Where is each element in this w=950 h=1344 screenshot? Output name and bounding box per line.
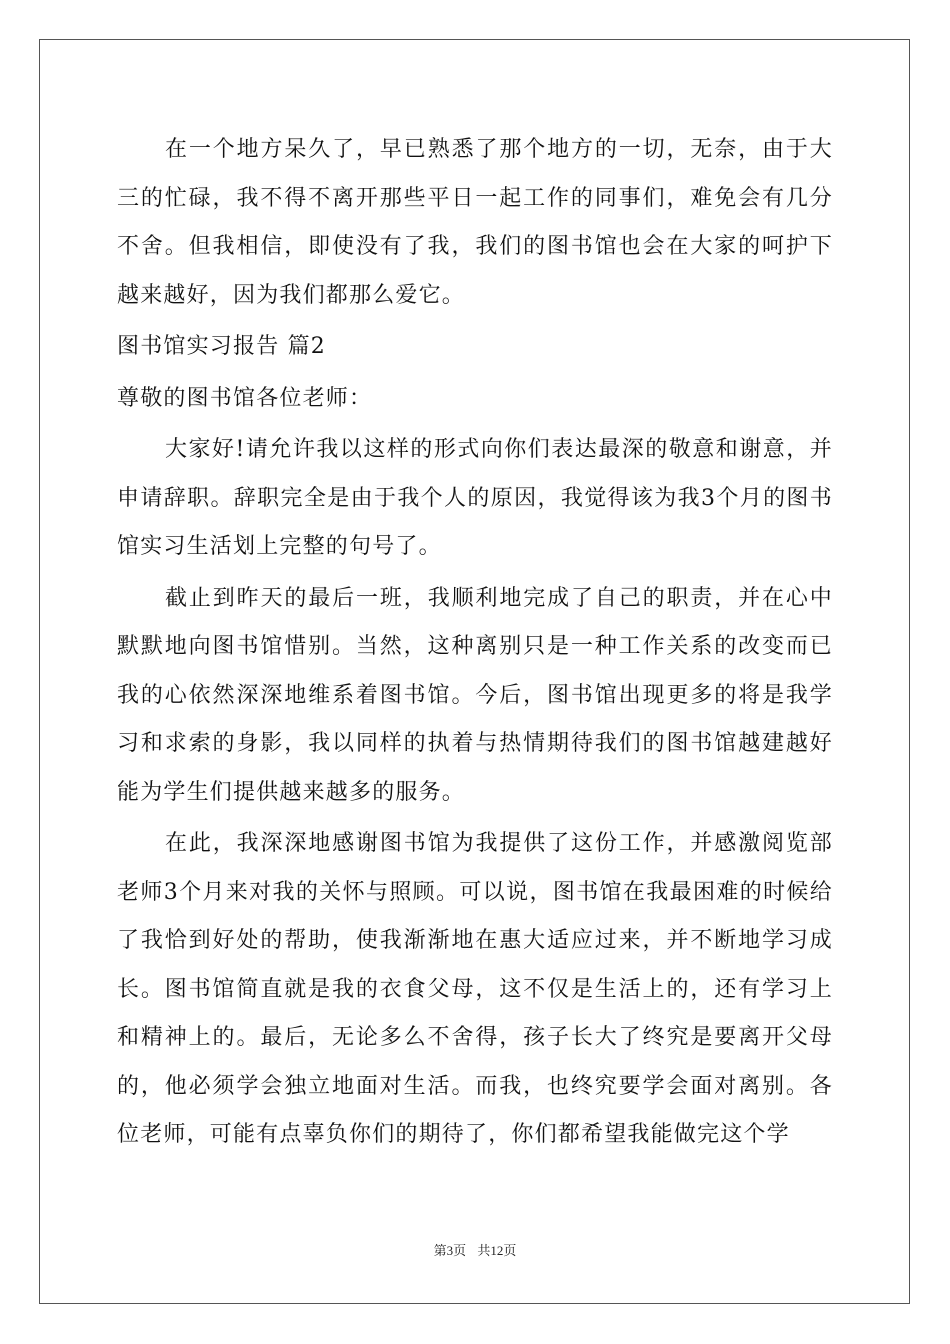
page-number: 第3页 bbox=[433, 1243, 467, 1258]
section-heading: 图书馆实习报告 篇2 bbox=[117, 334, 326, 359]
salutation: 尊敬的图书馆各位老师： bbox=[117, 385, 373, 411]
document-body bbox=[117, 126, 833, 1163]
page-total: 共12页 bbox=[477, 1243, 517, 1258]
page-footer bbox=[0, 1240, 950, 1259]
paragraph-4: 在此，我深深地感谢图书馆为我提供了这份工作，并感激阅览部老师3个月来对我的关怀与照顾。可以说，图书馆在我最困难的时候给了我恰到好处的帮助，使我渐渐地在惠大适应过来，并不断地学习成长。图书馆简直就是我的衣食父母，这不仅是生活上的，还有学习上和精神上的。最后，无论多么不舍得，孩子长大了终究是要离开父母的，他必须学会独立地面对生活。而我，也终究要学会面对离别。各位老师，可能有点辜负你们的期待了，你们都希望我能做完这个学 bbox=[117, 831, 833, 1147]
paragraph-3: 截止到昨天的最后一班，我顺利地完成了自己的职责，并在心中默默地向图书馆惜别。当然，这种离别只是一种工作关系的改变而已我的心依然深深地维系着图书馆。今后，图书馆出现更多的将是我学习和求索的身影，我以同样的执着与热情期待我们的图书馆越建越好能为学生们提供越来越多的服务。 bbox=[117, 585, 833, 805]
paragraph-1: 在一个地方呆久了，早已熟悉了那个地方的一切，无奈，由于大三的忙碌，我不得不离开那些平日一起工作的同事们，难免会有几分不舍。但我相信，即使没有了我，我们的图书馆也会在大家的呵护下越来越好，因为我们都那么爱它。 bbox=[117, 137, 833, 308]
paragraph-2: 大家好!请允许我以这样的形式向你们表达最深的敬意和谢意，并申请辞职。辞职完全是由于我个人的原因，我觉得该为我3个月的图书馆实习生活划上完整的句号了。 bbox=[117, 437, 833, 559]
